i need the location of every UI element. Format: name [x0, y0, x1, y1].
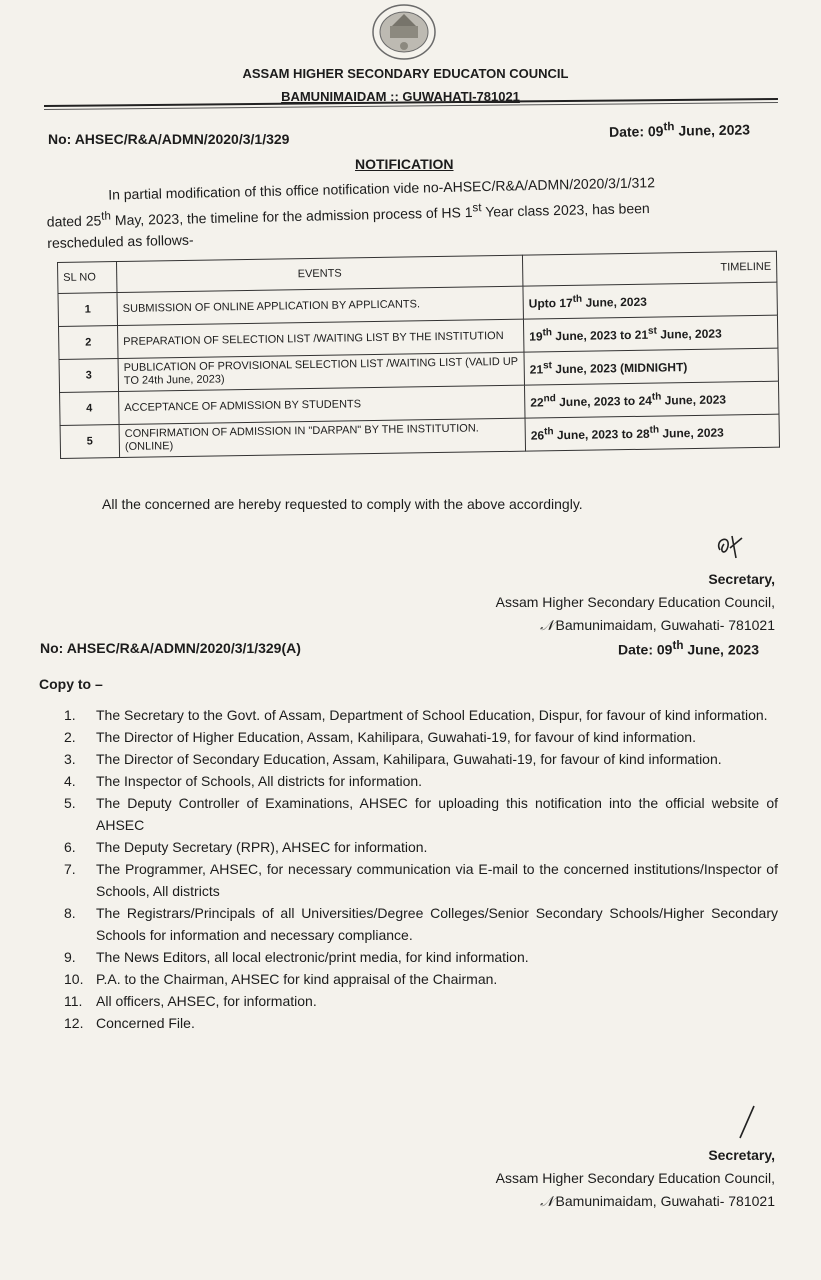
sl-cell: 5: [60, 425, 120, 459]
secretary-signature-icon: [710, 528, 750, 568]
signatory-address: 𝒩 Bamunimaidam, Guwahati- 781021: [540, 1193, 775, 1209]
signatory-address: 𝒩 Bamunimaidam, Guwahati- 781021: [540, 617, 775, 633]
list-item: 1. The Secretary to the Govt. of Assam, Department of School Education, Dispur, for favour of kind information.: [64, 707, 768, 723]
council-name: ASSAM HIGHER SECONDARY EDUCATON COUNCIL: [242, 66, 569, 81]
timeline-cell: 26th June, 2023 to 28th June, 2023: [525, 414, 779, 451]
reference-number: No: AHSEC/R&A/ADMN/2020/3/1/329: [48, 131, 290, 147]
event-cell: SUBMISSION OF ONLINE APPLICATION BY APPLICANTS.: [117, 286, 523, 325]
timeline-cell: 21st June, 2023 (MIDNIGHT): [524, 348, 778, 385]
timeline-cell: 19th June, 2023 to 21st June, 2023: [523, 315, 777, 352]
signature-block-2: [496, 1144, 775, 1213]
list-item: 4. The Inspector of Schools, All districts for information.: [64, 773, 423, 789]
copy-reference-number: No: AHSEC/R&A/ADMN/2020/3/1/329(A): [40, 640, 301, 656]
signature-block-1: [496, 568, 775, 637]
list-item: 9. The News Editors, all local electronic/print media, for kind information.: [64, 949, 529, 965]
list-item: 10. P.A. to the Chairman, AHSEC for kind appraisal of the Chairman.: [64, 971, 498, 987]
admission-timeline-table: [57, 251, 780, 459]
signatory-title: Secretary,: [708, 571, 775, 587]
col-header-sl: SL NO: [58, 262, 117, 294]
notification-body: In partial modification of this office notification vide no-AHSEC/R&A/ADMN/2020/3/1/312 dated 25th May, 2023, the timeline for the admission process of HS 1st Year class 2023, has been rescheduled as follows-: [46, 174, 656, 251]
list-item: 3. The Director of Secondary Education, Assam, Kahilipara, Guwahati-19, for favour of kind information.: [64, 751, 722, 767]
list-item: 7. The Programmer, AHSEC, for necessary communication via E-mail to the concerned institutions/Inspector of Schools, All districts: [64, 861, 778, 899]
list-item: 6. The Deputy Secretary (RPR), AHSEC for information.: [64, 839, 428, 855]
col-header-timeline: TIMELINE: [522, 251, 776, 286]
event-cell: PREPARATION OF SELECTION LIST /WAITING LIST BY THE INSTITUTION: [118, 319, 524, 358]
event-cell: ACCEPTANCE OF ADMISSION BY STUDENTS: [119, 385, 525, 424]
sl-cell: 3: [59, 359, 119, 393]
secretary-initial-signature-icon: [732, 1102, 762, 1142]
list-item: 8. The Registrars/Principals of all Universities/Degree Colleges/Senior Secondary Schools/Higher Secondary Schools for information and necessary compliance.: [64, 905, 778, 943]
council-address: BAMUNIMAIDAM :: GUWAHATI-781021: [281, 89, 520, 104]
copy-to-list: [38, 704, 778, 1034]
list-item: 11. All officers, AHSEC, for information.: [64, 993, 317, 1009]
col-header-events: EVENTS: [117, 255, 523, 292]
signatory-council: Assam Higher Secondary Education Council,: [495, 594, 775, 610]
council-emblem-icon: [368, 2, 440, 62]
sl-cell: 2: [59, 326, 119, 360]
copy-to-heading: Copy to –: [39, 676, 103, 692]
list-item: 2. The Director of Higher Education, Assam, Kahilipara, Guwahati-19, for favour of kind information.: [64, 729, 696, 745]
timeline-cell: Upto 17th June, 2023: [523, 282, 777, 319]
timeline-cell: 22nd June, 2023 to 24th June, 2023: [524, 381, 778, 418]
copy-date: Date: 09th June, 2023: [618, 639, 759, 658]
notification-title: NOTIFICATION: [355, 156, 454, 172]
event-cell: PUBLICATION OF PROVISIONAL SELECTION LIST /WAITING LIST (VALID UP TO 24th June, 2023): [118, 352, 524, 391]
compliance-statement: All the concerned are hereby requested to comply with the above accordingly.: [102, 496, 583, 512]
list-item: 12. Concerned File.: [64, 1015, 195, 1031]
list-item: 5. The Deputy Controller of Examinations, AHSEC for uploading this notification into the official website of AHSEC: [64, 795, 778, 833]
notice-date: Date: 09th June, 2023: [608, 120, 751, 140]
sl-cell: 4: [60, 392, 120, 426]
event-cell: CONFIRMATION OF ADMISSION IN "DARPAN" BY THE INSTITUTION. (ONLINE): [119, 418, 525, 457]
signatory-council: Assam Higher Secondary Education Council,: [495, 1170, 775, 1186]
sl-cell: 1: [58, 293, 118, 327]
signatory-title: Secretary,: [708, 1147, 775, 1163]
